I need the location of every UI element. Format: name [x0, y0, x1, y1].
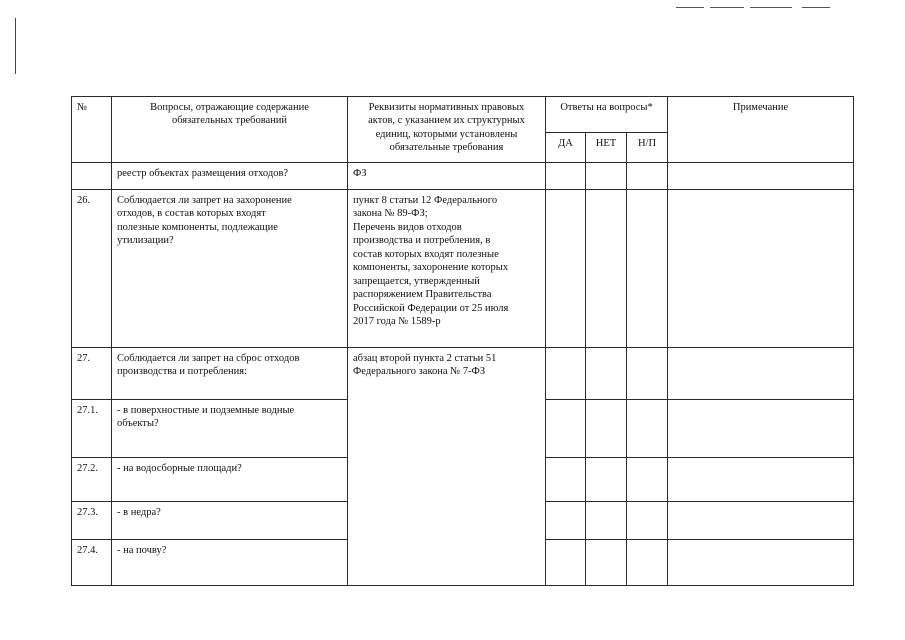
row-number: 27.2. — [72, 458, 112, 502]
answer-yes-cell[interactable] — [546, 190, 586, 348]
note-cell[interactable] — [668, 163, 854, 190]
scan-dash-mark — [710, 7, 744, 8]
row-number: 27.4. — [72, 540, 112, 586]
header-num: № — [72, 97, 112, 163]
table-row — [72, 163, 854, 190]
row-number: 27.1. — [72, 400, 112, 458]
row-number: 27.3. — [72, 502, 112, 540]
row-question: реестр объектах размещения отходов? — [112, 163, 348, 190]
note-cell[interactable] — [668, 400, 854, 458]
answer-na-cell[interactable] — [627, 190, 668, 348]
row-requisite: абзац второй пункта 2 статьи 51 Федерального закона № 7-ФЗ — [348, 348, 546, 586]
row-question: - на водосборные площади? — [112, 458, 348, 502]
scan-dash-mark — [802, 7, 830, 8]
header-no: НЕТ — [586, 133, 627, 163]
note-cell[interactable] — [668, 540, 854, 586]
scan-edge-mark — [15, 18, 16, 74]
table-row — [72, 348, 854, 400]
answer-yes-cell[interactable] — [546, 348, 586, 400]
row-question: - в поверхностные и подземные водные объекты? — [112, 400, 348, 458]
row-requisite: пункт 8 статьи 12 Федерального закона № 89-ФЗ; Перечень видов отходов производства и потребления, в состав которых входят полезные компоненты, захоронение которых запрещается, утвержденный распоряжением Правительства Российской Федерации от 25 июля 2017 года № 1589-р — [348, 190, 546, 348]
answer-no-cell[interactable] — [586, 348, 627, 400]
answer-yes-cell[interactable] — [546, 540, 586, 586]
note-cell[interactable] — [668, 458, 854, 502]
answer-yes-cell[interactable] — [546, 400, 586, 458]
scan-dash-mark — [750, 7, 792, 8]
scan-dash-mark — [676, 7, 704, 8]
header-row — [72, 97, 854, 133]
answer-no-cell[interactable] — [586, 163, 627, 190]
row-number: 27. — [72, 348, 112, 400]
answer-no-cell[interactable] — [586, 458, 627, 502]
header-question: Вопросы, отражающие содержание обязательных требований — [112, 97, 348, 163]
header-na: Н/П — [627, 133, 668, 163]
answer-yes-cell[interactable] — [546, 502, 586, 540]
answer-yes-cell[interactable] — [546, 458, 586, 502]
note-cell[interactable] — [668, 190, 854, 348]
answer-no-cell[interactable] — [586, 190, 627, 348]
header-answers: Ответы на вопросы* — [546, 97, 668, 133]
table-row — [72, 190, 854, 348]
answer-no-cell[interactable] — [586, 400, 627, 458]
row-question: Соблюдается ли запрет на сброс отходов производства и потребления: — [112, 348, 348, 400]
answer-no-cell[interactable] — [586, 502, 627, 540]
answer-na-cell[interactable] — [627, 400, 668, 458]
row-question: - в недра? — [112, 502, 348, 540]
checklist-table — [71, 96, 854, 586]
answer-na-cell[interactable] — [627, 502, 668, 540]
row-number: 26. — [72, 190, 112, 348]
header-note: Примечание — [668, 97, 854, 163]
row-question: Соблюдается ли запрет на захоронение отходов, в состав которых входят полезные компоненты, подлежащие утилизации? — [112, 190, 348, 348]
answer-na-cell[interactable] — [627, 163, 668, 190]
answer-na-cell[interactable] — [627, 540, 668, 586]
answer-no-cell[interactable] — [586, 540, 627, 586]
answer-yes-cell[interactable] — [546, 163, 586, 190]
row-number — [72, 163, 112, 190]
note-cell[interactable] — [668, 502, 854, 540]
row-question: - на почву? — [112, 540, 348, 586]
answer-na-cell[interactable] — [627, 458, 668, 502]
header-yes: ДА — [546, 133, 586, 163]
header-requisites: Реквизиты нормативных правовых актов, с указанием их структурных единиц, которыми установлены обязательные требования — [348, 97, 546, 163]
note-cell[interactable] — [668, 348, 854, 400]
answer-na-cell[interactable] — [627, 348, 668, 400]
row-requisite: ФЗ — [348, 163, 546, 190]
